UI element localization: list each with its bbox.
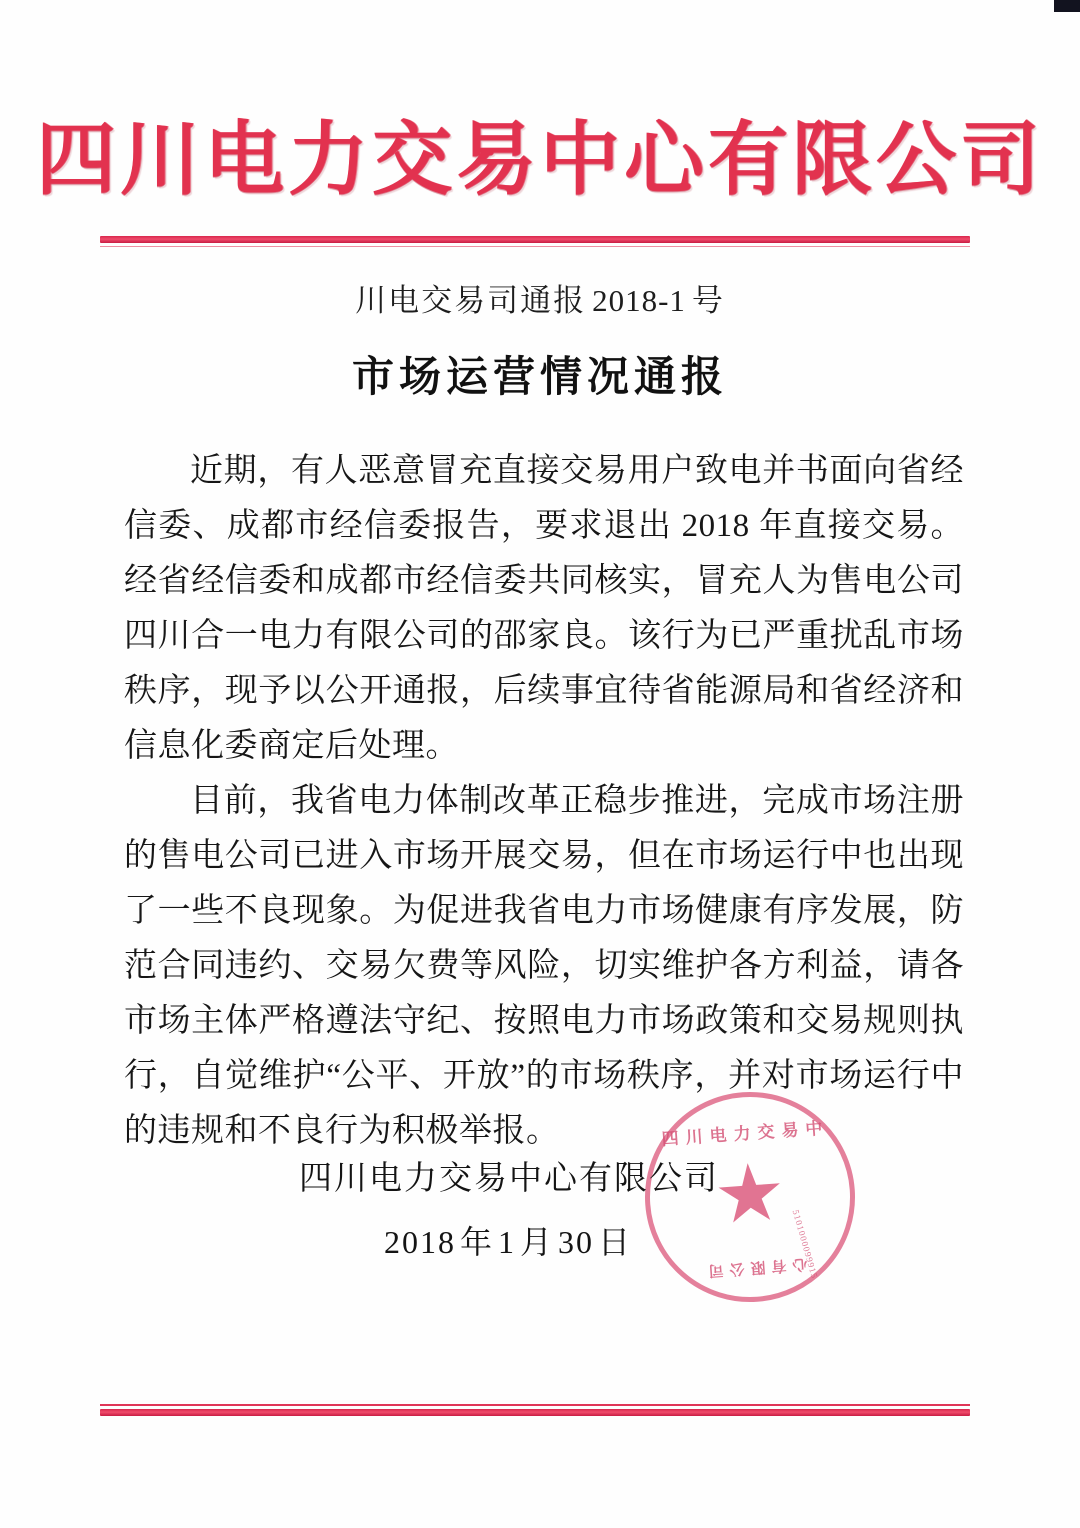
corner-artifact <box>1054 0 1080 12</box>
body-paragraph-1: 近期，有人恶意冒充直接交易用户致电并书面向省经信委、成都市经信委报告，要求退出 2018 年直接交易。经省经信委和成都市经信委共同核实，冒充人为售电公司四川合一电力有限公司的邵家良。该行为已严重扰乱市场秩序，现予以公开通报，后续事宜待省能源局和省经济和信息化委商定后处理。 <box>124 453 964 764</box>
letterhead-organization-name: 四川电力交易中心有限公司 <box>36 117 1044 205</box>
body-paragraph-2: 目前，我省电力体制改革正稳步推进，完成市场注册的售电公司已进入市场开展交易，但在市场运行中也出现了一些不良现象。为促进我省电力市场健康有序发展，防范合同违约、交易欠费等风险，切实维护各方利益，请各市场主体严格遵法守纪、按照电力市场政策和交易规则执行，自觉维护“公平、开放”的市场秩序，并对市场运行中的违规和不良行为积极举报。 <box>124 783 964 1149</box>
signature-year-label: 年 <box>459 1224 494 1260</box>
document-body <box>124 444 964 1159</box>
seal-serial-number: 5101000099915 <box>790 1208 820 1281</box>
header-divider-thick-line <box>100 236 970 243</box>
header-divider-hair-line <box>100 246 970 247</box>
signature-year: 2018 <box>383 1224 456 1260</box>
signature-organization: 四川电力交易中心有限公司 <box>299 1161 719 1197</box>
page-title: 市场运营情况通报 <box>351 355 728 401</box>
document-number-prefix: 川电交易司通报 <box>355 283 587 318</box>
header-divider <box>100 236 970 247</box>
footer-divider <box>100 1404 970 1416</box>
seal-arc-text-top: 四川电力交易中 <box>661 1118 831 1149</box>
signature-month-label: 月 <box>519 1224 554 1260</box>
letterhead <box>0 118 1080 204</box>
seal-arc-text-bottom: 心有限公司 <box>701 1255 808 1279</box>
signature-month: 1 <box>497 1224 516 1260</box>
signature-day: 30 <box>558 1224 594 1260</box>
signature-block <box>0 1152 1080 1263</box>
signature-day-label: 日 <box>598 1224 633 1260</box>
footer-divider-thin-line <box>100 1404 970 1406</box>
document-number <box>0 275 1080 320</box>
document-number-value: 2018-1 <box>592 283 686 318</box>
signature-date <box>0 1217 1080 1263</box>
footer-divider-thick-line <box>100 1409 970 1416</box>
document-number-suffix: 号 <box>691 283 725 318</box>
